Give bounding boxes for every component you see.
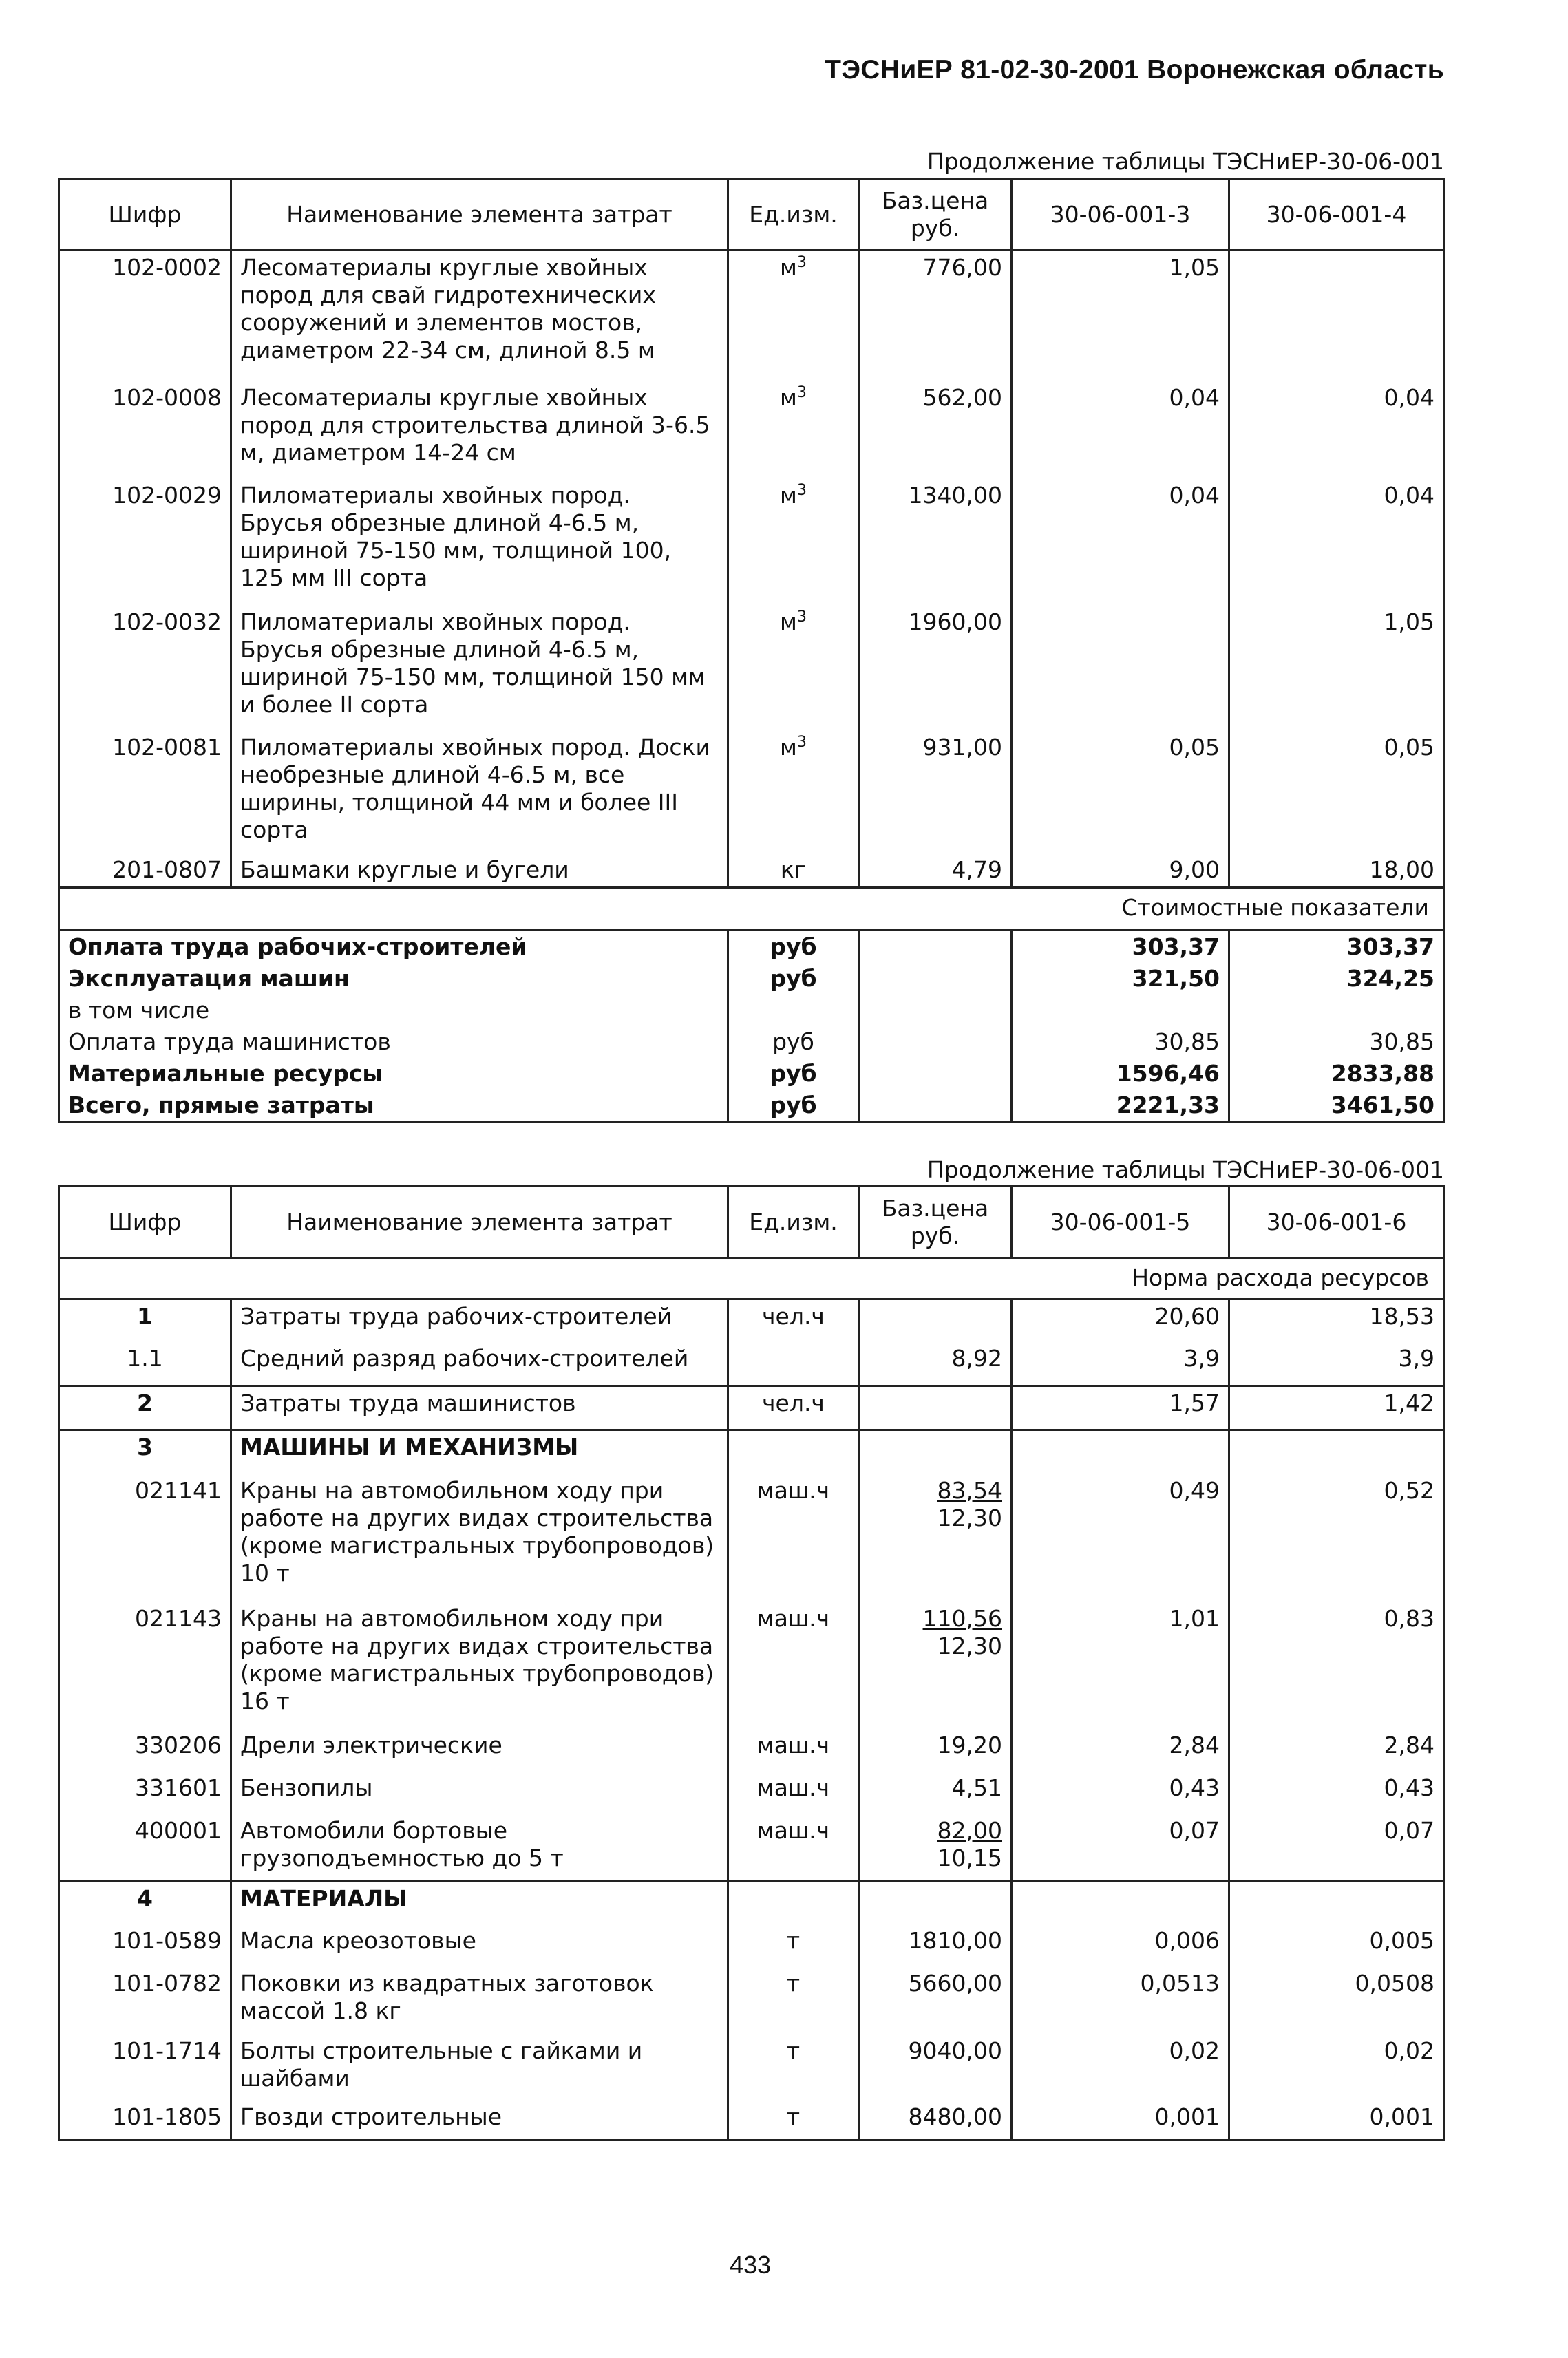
row-norm-a: 0,001 xyxy=(1012,2101,1229,2141)
price-wage: 10,15 xyxy=(937,1844,1002,1871)
price-total: 82,00 xyxy=(937,1816,1002,1844)
table-row xyxy=(59,731,1444,853)
row-norm-b: 3,9 xyxy=(1229,1342,1444,1386)
row-norm-a: 20,60 xyxy=(1012,1299,1229,1342)
summary-unit: руб xyxy=(728,1026,859,1058)
price-wage: 12,30 xyxy=(937,1504,1002,1531)
row-price: 8480,00 xyxy=(859,2101,1012,2141)
row-name: Болты строительные с гайками и шайбами xyxy=(231,2035,728,2101)
row-unit: чел.ч xyxy=(728,1386,859,1430)
empty-cell xyxy=(859,1430,1012,1474)
col-header-name: Наименование элемента затрат xyxy=(231,1187,728,1258)
row-unit: маш.ч xyxy=(728,1729,859,1772)
summary-name: в том числе xyxy=(59,995,728,1026)
row-code: 102-0002 xyxy=(59,251,231,381)
table-row xyxy=(59,2101,1444,2141)
price-total: 83,54 xyxy=(937,1476,1002,1504)
price-wage: 12,30 xyxy=(937,1632,1002,1659)
empty-cell xyxy=(728,1882,859,1924)
running-header: ТЭСНиЕР 81-02-30-2001 Воронежская область xyxy=(825,55,1444,85)
row-name: Гвозди строительные xyxy=(231,2101,728,2141)
row-unit: т xyxy=(728,2101,859,2141)
row-unit: $м^3$ xyxy=(728,251,859,381)
resource-table-1 xyxy=(58,178,1445,1123)
row-code: 102-0081 xyxy=(59,731,231,853)
row-price xyxy=(859,1602,1012,1729)
table-row xyxy=(59,1602,1444,1729)
table-row xyxy=(59,381,1444,479)
resource-table-2 xyxy=(58,1185,1445,2141)
summary-name: Оплата труда машинистов xyxy=(59,1026,728,1058)
summary-price xyxy=(859,995,1012,1026)
table-row xyxy=(59,1342,1444,1386)
row-unit: т xyxy=(728,1967,859,2035)
summary-price xyxy=(859,1090,1012,1123)
row-code: 101-0782 xyxy=(59,1967,231,2035)
summary-a: 2221,33 xyxy=(1012,1090,1229,1123)
empty-cell xyxy=(1229,1430,1444,1474)
row-unit: $м^3$ xyxy=(728,479,859,606)
row-name: Пиломатериалы хвойных пород. Доски необрезные длиной 4-6.5 м, все ширины, толщиной 44 мм и более III сорта xyxy=(231,731,728,853)
row-name: Масла креозотовые xyxy=(231,1924,728,1967)
row-name: Пиломатериалы хвойных пород. Брусья обрезные длиной 4-6.5 м, шириной 75-150 мм, толщиной 150 мм и более II сорта xyxy=(231,606,728,731)
page-number: 433 xyxy=(730,2251,772,2279)
row-unit: т xyxy=(728,2035,859,2101)
row-name: Лесоматериалы круглые хвойных пород для строительства длиной 3-6.5 м, диаметром 14-24 см xyxy=(231,381,728,479)
summary-price xyxy=(859,1058,1012,1090)
row-norm-b: 0,005 xyxy=(1229,1924,1444,1967)
table-row xyxy=(59,1474,1444,1602)
summary-b: 324,25 xyxy=(1229,963,1444,995)
section-band xyxy=(59,1258,1444,1299)
table-row xyxy=(59,1772,1444,1814)
summary-a xyxy=(1012,995,1229,1026)
row-price: 1960,00 xyxy=(859,606,1012,731)
row-code: 102-0008 xyxy=(59,381,231,479)
row-name: Автомобили бортовые грузоподъемностью до 5 т xyxy=(231,1814,728,1882)
row-code: 1 xyxy=(59,1299,231,1342)
row-name: Поковки из квадратных заготовок массой 1.8 кг xyxy=(231,1967,728,2035)
row-name: Краны на автомобильном ходу при работе на других видах строительства (кроме магистральных трубопроводов) 16 т xyxy=(231,1602,728,1729)
col-header-price: Баз.цена руб. xyxy=(859,1187,1012,1258)
row-unit: $м^3$ xyxy=(728,381,859,479)
table-row xyxy=(59,1386,1444,1430)
table-header-row xyxy=(59,179,1444,251)
row-norm-a: 1,05 xyxy=(1012,251,1229,381)
empty-cell xyxy=(1012,1430,1229,1474)
section-heading-row xyxy=(59,1882,1444,1924)
row-unit: $м^3$ xyxy=(728,731,859,853)
col-header-norm-a: 30-06-001-3 xyxy=(1012,179,1229,251)
col-header-unit: Ед.изм. xyxy=(728,179,859,251)
row-code: 1.1 xyxy=(59,1342,231,1386)
row-norm-b: 0,83 xyxy=(1229,1602,1444,1729)
table-continuation-caption: Продолжение таблицы ТЭСНиЕР-30-06-001 xyxy=(926,1156,1444,1183)
summary-unit: руб xyxy=(728,1090,859,1123)
table-row xyxy=(59,1814,1444,1882)
row-price: 562,00 xyxy=(859,381,1012,479)
col-header-name: Наименование элемента затрат xyxy=(231,179,728,251)
row-price: 19,20 xyxy=(859,1729,1012,1772)
section-band xyxy=(59,887,1444,930)
summary-name: Оплата труда рабочих-строителей xyxy=(59,930,728,963)
row-price xyxy=(859,1814,1012,1882)
summary-b: 2833,88 xyxy=(1229,1058,1444,1090)
row-name: Краны на автомобильном ходу при работе на других видах строительства (кроме магистральных трубопроводов) 10 т xyxy=(231,1474,728,1602)
table-header-row xyxy=(59,1187,1444,1258)
empty-cell xyxy=(1229,1882,1444,1924)
row-price: 4,79 xyxy=(859,853,1012,888)
row-price xyxy=(859,1299,1012,1342)
col-header-unit: Ед.изм. xyxy=(728,1187,859,1258)
table-row xyxy=(59,1967,1444,2035)
row-code: 021143 xyxy=(59,1602,231,1729)
row-price: 1810,00 xyxy=(859,1924,1012,1967)
row-name: Затраты труда машинистов xyxy=(231,1386,728,1430)
row-price: 776,00 xyxy=(859,251,1012,381)
row-name: Башмаки круглые и бугели xyxy=(231,853,728,888)
row-norm-a: 0,006 xyxy=(1012,1924,1229,1967)
row-code: 102-0029 xyxy=(59,479,231,606)
row-norm-a: 0,0513 xyxy=(1012,1967,1229,2035)
table-row xyxy=(59,1299,1444,1342)
table-continuation-caption: Продолжение таблицы ТЭСНиЕР-30-06-001 xyxy=(926,148,1444,175)
empty-cell xyxy=(859,1882,1012,1924)
row-norm-b: 18,00 xyxy=(1229,853,1444,888)
row-norm-b: 0,04 xyxy=(1229,381,1444,479)
summary-b xyxy=(1229,995,1444,1026)
row-code: 331601 xyxy=(59,1772,231,1814)
col-header-norm-b: 30-06-001-6 xyxy=(1229,1187,1444,1258)
row-code: 400001 xyxy=(59,1814,231,1882)
col-header-code: Шифр xyxy=(59,179,231,251)
row-norm-b: 1,05 xyxy=(1229,606,1444,731)
summary-unit: руб xyxy=(728,963,859,995)
row-unit: $м^3$ xyxy=(728,606,859,731)
section-title: МАТЕРИАЛЫ xyxy=(231,1882,728,1924)
summary-row xyxy=(59,1058,1444,1090)
row-norm-a: 2,84 xyxy=(1012,1729,1229,1772)
summary-row xyxy=(59,1090,1444,1123)
row-price: 1340,00 xyxy=(859,479,1012,606)
row-norm-a: 9,00 xyxy=(1012,853,1229,888)
row-price: 5660,00 xyxy=(859,1967,1012,2035)
section-code: 3 xyxy=(59,1430,231,1474)
row-unit: маш.ч xyxy=(728,1474,859,1602)
summary-b: 3461,50 xyxy=(1229,1090,1444,1123)
table-row xyxy=(59,1729,1444,1772)
band-label: Стоимостные показатели xyxy=(59,887,1444,930)
summary-price xyxy=(859,963,1012,995)
summary-price xyxy=(859,930,1012,963)
row-price xyxy=(859,1386,1012,1430)
row-code: 101-1714 xyxy=(59,2035,231,2101)
row-norm-b: 0,52 xyxy=(1229,1474,1444,1602)
row-norm-b: 0,43 xyxy=(1229,1772,1444,1814)
row-norm-a: 3,9 xyxy=(1012,1342,1229,1386)
summary-unit: руб xyxy=(728,930,859,963)
row-unit xyxy=(728,1342,859,1386)
summary-a: 321,50 xyxy=(1012,963,1229,995)
table-row xyxy=(59,479,1444,606)
row-name: Бензопилы xyxy=(231,1772,728,1814)
summary-row xyxy=(59,995,1444,1026)
row-code: 021141 xyxy=(59,1474,231,1602)
section-code: 4 xyxy=(59,1882,231,1924)
row-norm-b: 0,0508 xyxy=(1229,1967,1444,2035)
row-price: 931,00 xyxy=(859,731,1012,853)
summary-a: 1596,46 xyxy=(1012,1058,1229,1090)
band-label: Норма расхода ресурсов xyxy=(59,1258,1444,1299)
row-code: 101-0589 xyxy=(59,1924,231,1967)
section-heading-row xyxy=(59,1430,1444,1474)
row-name: Дрели электрические xyxy=(231,1729,728,1772)
table-row xyxy=(59,853,1444,888)
summary-a: 303,37 xyxy=(1012,930,1229,963)
row-name: Лесоматериалы круглые хвойных пород для свай гидротехнических сооружений и элементов мостов, диаметром 22-34 см, длиной 8.5 м xyxy=(231,251,728,381)
summary-row xyxy=(59,930,1444,963)
row-name: Затраты труда рабочих-строителей xyxy=(231,1299,728,1342)
row-norm-a: 0,43 xyxy=(1012,1772,1229,1814)
row-norm-a: 0,02 xyxy=(1012,2035,1229,2101)
row-code: 330206 xyxy=(59,1729,231,1772)
table-row xyxy=(59,251,1444,381)
row-price: 4,51 xyxy=(859,1772,1012,1814)
summary-a: 30,85 xyxy=(1012,1026,1229,1058)
row-norm-b: 0,05 xyxy=(1229,731,1444,853)
table-row xyxy=(59,606,1444,731)
row-price: 9040,00 xyxy=(859,2035,1012,2101)
empty-cell xyxy=(728,1430,859,1474)
row-norm-a xyxy=(1012,606,1229,731)
row-norm-b xyxy=(1229,251,1444,381)
row-norm-b: 1,42 xyxy=(1229,1386,1444,1430)
row-unit: чел.ч xyxy=(728,1299,859,1342)
row-unit: маш.ч xyxy=(728,1814,859,1882)
row-norm-a: 1,01 xyxy=(1012,1602,1229,1729)
row-norm-b: 0,07 xyxy=(1229,1814,1444,1882)
col-header-code: Шифр xyxy=(59,1187,231,1258)
row-price xyxy=(859,1474,1012,1602)
row-unit: маш.ч xyxy=(728,1772,859,1814)
table-row xyxy=(59,2035,1444,2101)
row-code: 201-0807 xyxy=(59,853,231,888)
col-header-price: Баз.цена руб. xyxy=(859,179,1012,251)
row-unit: т xyxy=(728,1924,859,1967)
summary-unit: руб xyxy=(728,1058,859,1090)
row-norm-a: 0,04 xyxy=(1012,479,1229,606)
summary-name: Эксплуатация машин xyxy=(59,963,728,995)
row-unit: маш.ч xyxy=(728,1602,859,1729)
row-norm-a: 0,04 xyxy=(1012,381,1229,479)
row-norm-a: 0,05 xyxy=(1012,731,1229,853)
summary-b: 30,85 xyxy=(1229,1026,1444,1058)
row-norm-b: 0,04 xyxy=(1229,479,1444,606)
summary-name: Материальные ресурсы xyxy=(59,1058,728,1090)
row-code: 2 xyxy=(59,1386,231,1430)
table-row xyxy=(59,1924,1444,1967)
summary-row xyxy=(59,1026,1444,1058)
row-norm-b: 0,001 xyxy=(1229,2101,1444,2141)
summary-row xyxy=(59,963,1444,995)
summary-price xyxy=(859,1026,1012,1058)
summary-b: 303,37 xyxy=(1229,930,1444,963)
row-unit: кг xyxy=(728,853,859,888)
row-code: 102-0032 xyxy=(59,606,231,731)
row-norm-a: 1,57 xyxy=(1012,1386,1229,1430)
row-norm-b: 2,84 xyxy=(1229,1729,1444,1772)
col-header-norm-a: 30-06-001-5 xyxy=(1012,1187,1229,1258)
row-norm-a: 0,49 xyxy=(1012,1474,1229,1602)
row-norm-a: 0,07 xyxy=(1012,1814,1229,1882)
row-name: Пиломатериалы хвойных пород. Брусья обрезные длиной 4-6.5 м, шириной 75-150 мм, толщиной 100, 125 мм III сорта xyxy=(231,479,728,606)
row-norm-b: 18,53 xyxy=(1229,1299,1444,1342)
section-title: МАШИНЫ И МЕХАНИЗМЫ xyxy=(231,1430,728,1474)
summary-unit xyxy=(728,995,859,1026)
col-header-norm-b: 30-06-001-4 xyxy=(1229,179,1444,251)
price-total: 110,56 xyxy=(922,1604,1002,1632)
row-norm-b: 0,02 xyxy=(1229,2035,1444,2101)
row-code: 101-1805 xyxy=(59,2101,231,2141)
summary-name: Всего, прямые затраты xyxy=(59,1090,728,1123)
empty-cell xyxy=(1012,1882,1229,1924)
row-name: Средний разряд рабочих-строителей xyxy=(231,1342,728,1386)
row-price: 8,92 xyxy=(859,1342,1012,1386)
